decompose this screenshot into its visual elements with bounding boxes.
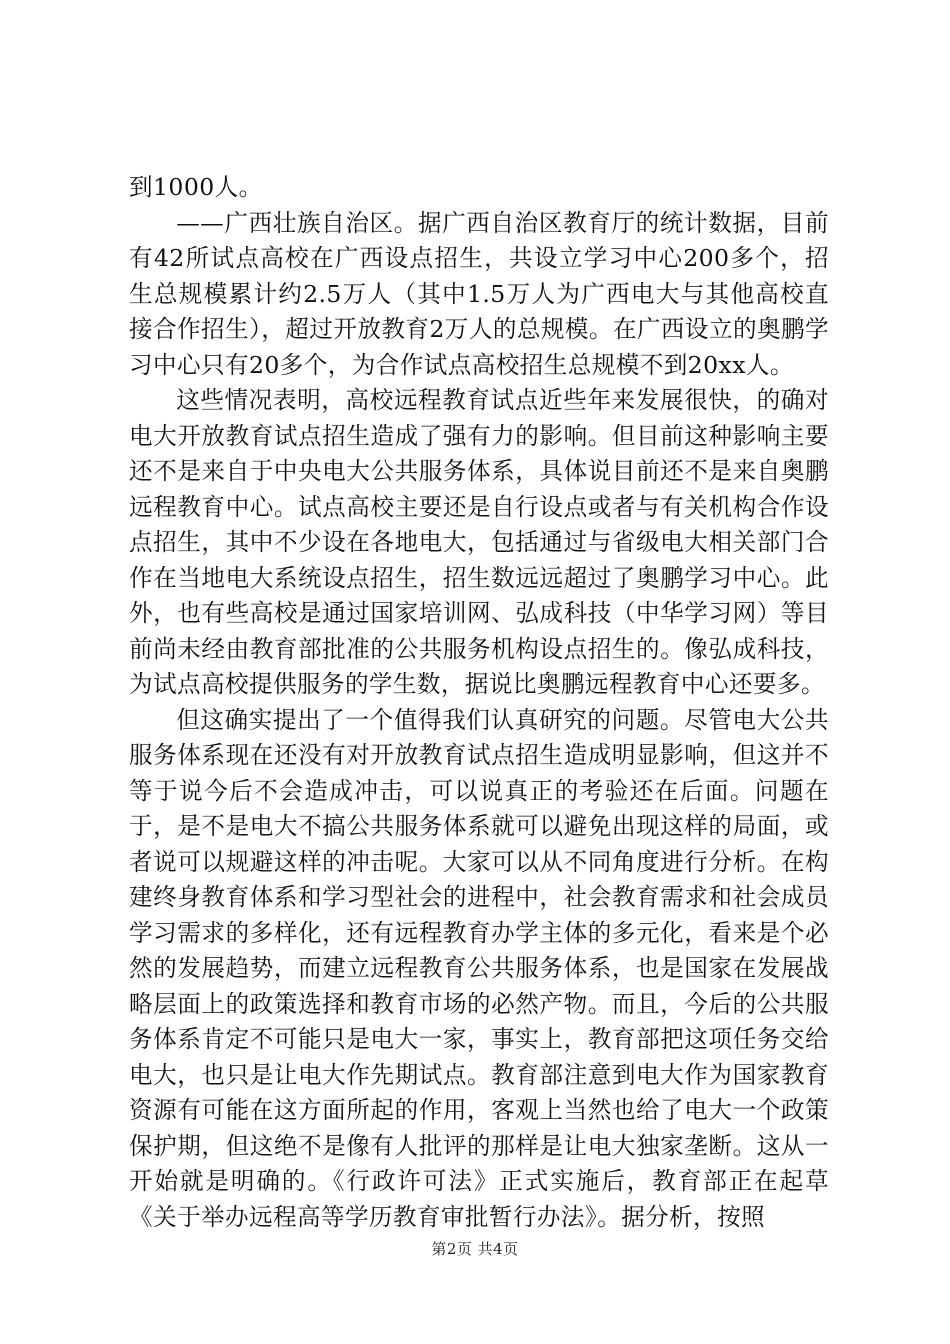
paragraph-1: 到1000人。 <box>129 173 263 201</box>
document-body <box>129 170 829 1235</box>
paragraph-4: 但这确实提出了一个值得我们认真研究的问题。尽管电大公共服务体系现在还没有对开放教育试点招生造成明显影响，但这并不等于说今后不会造成冲击，可以说真正的考验还在后面。问题在于，是不是电大不搞公共服务体系就可以避免出现这样的局面，或者说可以规避这样的冲击呢。大家可以从不同角度进行分析。在构建终身教育体系和学习型社会的进程中，社会教育需求和社会成员学习需求的多样化，还有远程教育办学主体的多元化，看来是个必然的发展趋势，而建立远程教育公共服务体系，也是国家在发展战略层面上的政策选择和教育市场的必然产物。而且，今后的公共服务体系肯定不可能只是电大一家，事实上，教育部把这项任务交给电大，也只是让电大作先期试点。教育部注意到电大作为国家教育资源有可能在这方面所起的作用，客观上当然也给了电大一个政策保护期，但这绝不是像有人批评的那样是让电大独家垄断。这从一开始就是明确的。《行政许可法》正式实施后，教育部正在起草《关于举办远程高等学历教育审批暂行办法》。据分析，按照 <box>129 705 829 1231</box>
paragraph-2: ——广西壮族自治区。据广西自治区教育厅的统计数据，目前有42所试点高校在广西设点招生，共设立学习中心200多个，招生总规模累计约2.5万人（其中1.5万人为广西电大与其他高校直接合作招生），超过开放教育2万人的总规模。在广西设立的奥鹏学习中心只有20多个，为合作试点高校招生总规模不到20xx人。 <box>129 208 829 379</box>
page-number-footer: 第2页 共4页 <box>431 1240 519 1258</box>
paragraph-3: 这些情况表明，高校远程教育试点近些年来发展很快，的确对电大开放教育试点招生造成了强有力的影响。但目前这种影响主要还不是来自于中央电大公共服务体系，具体说目前还不是来自奥鹏远程教育中心。试点高校主要还是自行设点或者与有关机构合作设点招生，其中不少设在各地电大，包括通过与省级电大相关部门合作在当地电大系统设点招生，招生数远远超过了奥鹏学习中心。此外，也有些高校是通过国家培训网、弘成科技（中华学习网）等目前尚未经由教育部批准的公共服务机构设点招生的。像弘成科技，为试点高校提供服务的学生数，据说比奥鹏远程教育中心还要多。 <box>129 386 829 698</box>
